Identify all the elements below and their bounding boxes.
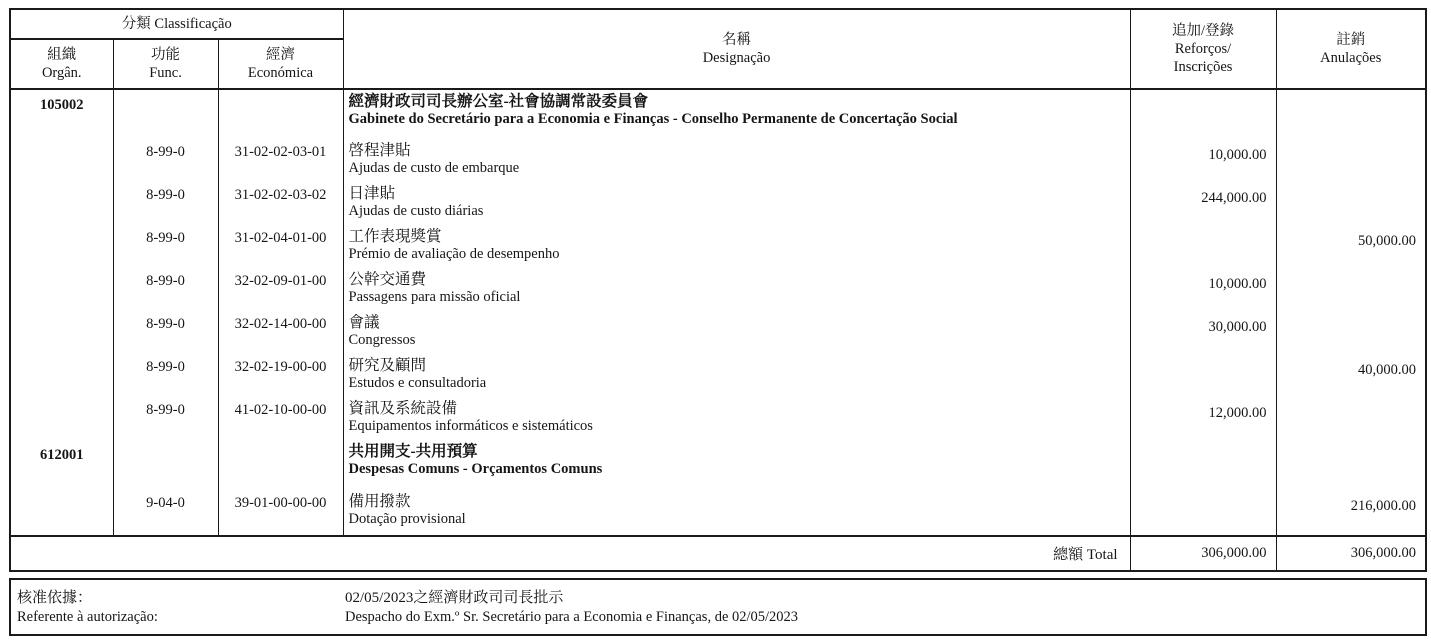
org-code-cell xyxy=(10,354,113,397)
designation-pt: Ajudas de custo de embarque xyxy=(348,160,520,176)
designation-zh: 公幹交通費 xyxy=(348,271,427,288)
designation-zh: 備用撥款 xyxy=(348,493,411,510)
func-code-cell: 8-99-0 xyxy=(113,268,218,311)
func-code-cell: 8-99-0 xyxy=(113,225,218,268)
table-row-group-105002 xyxy=(10,89,1426,139)
anulacoes-amount-cell xyxy=(1276,268,1426,311)
anulacoes-header-pt: Anulações xyxy=(1320,50,1382,66)
func-code-cell xyxy=(113,440,218,490)
org-header-pt: Orgân. xyxy=(41,65,82,81)
reforcos-amount-cell: 10,000.00 xyxy=(1130,139,1276,182)
total-row xyxy=(10,536,1426,571)
designation-pt: Congressos xyxy=(348,332,416,348)
anulacoes-amount-cell: 50,000.00 xyxy=(1276,225,1426,268)
designation-pt: Estudos e consultadoria xyxy=(348,375,487,391)
func-code-cell: 8-99-0 xyxy=(113,139,218,182)
authorization-content xyxy=(345,580,798,634)
econ-code-cell: 32-02-09-01-00 xyxy=(218,268,343,311)
func-header-zh: 功能 xyxy=(151,46,180,63)
designation-pt: Despesas Comuns - Orçamentos Comuns xyxy=(348,461,603,477)
reforcos-amount-cell: 10,000.00 xyxy=(1130,268,1276,311)
econ-code-cell xyxy=(218,89,343,139)
designation-pt: Prémio de avaliação de desempenho xyxy=(348,246,560,262)
org-code-cell: 612001 xyxy=(40,447,84,463)
reforcos-header-zh: 追加/登錄 xyxy=(1172,22,1235,39)
org-code-cell xyxy=(10,139,113,182)
reforcos-amount-cell xyxy=(1130,490,1276,536)
authorization-label-pt: Referente à autorização: xyxy=(17,609,158,625)
anulacoes-header xyxy=(1276,9,1426,89)
authorization-label-zh: 核准依據： xyxy=(17,590,93,606)
table-row xyxy=(10,490,1426,536)
anulacoes-amount-cell xyxy=(1276,397,1426,440)
func-code-cell: 8-99-0 xyxy=(113,397,218,440)
designation-zh: 經濟財政司司長辦公室-社會協調常設委員會 xyxy=(348,93,649,110)
designation-pt: Equipamentos informáticos e sistemáticos xyxy=(348,418,593,434)
designation-cell xyxy=(343,490,1130,536)
designation-cell xyxy=(343,225,1130,268)
anulacoes-amount-cell xyxy=(1276,182,1426,225)
org-code-cell xyxy=(10,311,113,354)
designation-cell xyxy=(343,440,1130,490)
org-header-zh: 組織 xyxy=(47,46,77,63)
org-code-cell xyxy=(10,225,113,268)
econ-code-cell xyxy=(218,440,343,490)
func-code-cell: 8-99-0 xyxy=(113,311,218,354)
designation-zh: 資訊及系統設備 xyxy=(348,400,458,417)
func-code-cell: 9-04-0 xyxy=(113,490,218,536)
designation-pt: Dotação provisional xyxy=(348,511,466,527)
anulacoes-amount-cell xyxy=(1276,139,1426,182)
econ-header-pt: Económica xyxy=(247,65,314,81)
budget-table xyxy=(9,8,1427,572)
table-row xyxy=(10,182,1426,225)
authorization-footer xyxy=(9,578,1427,636)
designation-pt: Passagens para missão oficial xyxy=(348,289,521,305)
designation-cell xyxy=(343,354,1130,397)
reforcos-amount-cell: 30,000.00 xyxy=(1130,311,1276,354)
reforcos-amount-cell xyxy=(1130,225,1276,268)
designation-zh: 研究及顧問 xyxy=(348,357,427,374)
org-code-cell xyxy=(10,490,113,536)
org-column-header xyxy=(10,39,113,89)
designation-zh: 會議 xyxy=(348,314,380,331)
anulacoes-amount-cell xyxy=(1276,440,1426,490)
table-row xyxy=(10,225,1426,268)
designation-cell xyxy=(343,89,1130,139)
func-header-pt: Func. xyxy=(149,65,182,81)
org-code-cell xyxy=(10,268,113,311)
table-row xyxy=(10,354,1426,397)
org-code-cell xyxy=(10,182,113,225)
org-code-cell: 105002 xyxy=(40,97,84,113)
econ-code-cell: 41-02-10-00-00 xyxy=(218,397,343,440)
table-row xyxy=(10,268,1426,311)
classification-header: 分類 Classificação xyxy=(10,9,343,39)
anulacoes-header-zh: 註銷 xyxy=(1336,31,1366,48)
authorization-label xyxy=(11,580,345,634)
total-label: 總額 Total xyxy=(1053,547,1118,563)
econ-code-cell: 31-02-02-03-01 xyxy=(218,139,343,182)
econ-code-cell: 31-02-02-03-02 xyxy=(218,182,343,225)
designation-header-zh: 名稱 xyxy=(722,31,752,48)
econ-code-cell: 32-02-14-00-00 xyxy=(218,311,343,354)
designation-zh: 工作表現獎賞 xyxy=(348,228,442,245)
designation-zh: 啓程津貼 xyxy=(348,142,411,159)
reforcos-amount-cell: 12,000.00 xyxy=(1130,397,1276,440)
authorization-content-pt: Despacho do Exm.º Sr. Secretário para a Economia e Finanças, de 02/05/2023 xyxy=(345,609,799,625)
reforcos-header-pt2: Inscrições xyxy=(1173,59,1233,76)
func-code-cell: 8-99-0 xyxy=(113,354,218,397)
func-code-cell: 8-99-0 xyxy=(113,182,218,225)
total-anulacoes-amount: 306,000.00 xyxy=(1276,536,1426,571)
designation-cell xyxy=(343,311,1130,354)
func-column-header xyxy=(113,39,218,89)
designation-cell xyxy=(343,182,1130,225)
reforcos-amount-cell xyxy=(1130,354,1276,397)
designation-cell xyxy=(343,397,1130,440)
reforcos-header xyxy=(1130,9,1276,89)
econ-code-cell: 32-02-19-00-00 xyxy=(218,354,343,397)
designation-header xyxy=(343,9,1130,89)
designation-zh: 共用開支-共用預算 xyxy=(348,443,478,460)
reforcos-amount-cell xyxy=(1130,440,1276,490)
reforcos-amount-cell xyxy=(1130,89,1276,139)
designation-header-pt: Designação xyxy=(702,50,771,66)
designation-cell xyxy=(343,139,1130,182)
anulacoes-amount-cell: 40,000.00 xyxy=(1276,354,1426,397)
header-row-classification xyxy=(10,9,1426,39)
table-row xyxy=(10,311,1426,354)
anulacoes-amount-cell xyxy=(1276,311,1426,354)
designation-zh: 日津貼 xyxy=(348,185,396,202)
econ-code-cell: 31-02-04-01-00 xyxy=(218,225,343,268)
org-code-cell xyxy=(10,397,113,440)
table-row-group-612001 xyxy=(10,440,1426,490)
designation-pt: Gabinete do Secretário para a Economia e Finanças - Conselho Permanente de Concertação Social xyxy=(348,111,958,127)
anulacoes-amount-cell: 216,000.00 xyxy=(1276,490,1426,536)
func-code-cell xyxy=(113,89,218,139)
total-reforcos-amount: 306,000.00 xyxy=(1130,536,1276,571)
designation-cell xyxy=(343,268,1130,311)
econ-code-cell: 39-01-00-00-00 xyxy=(218,490,343,536)
reforcos-amount-cell: 244,000.00 xyxy=(1130,182,1276,225)
econ-column-header xyxy=(218,39,343,89)
table-row xyxy=(10,139,1426,182)
table-header xyxy=(10,9,1426,89)
designation-pt: Ajudas de custo diárias xyxy=(348,203,484,219)
table-body xyxy=(10,89,1426,571)
table-row xyxy=(10,397,1426,440)
reforcos-header-pt1: Reforços/ xyxy=(1174,40,1232,57)
econ-header-zh: 經濟 xyxy=(266,46,295,63)
authorization-content-zh: 02/05/2023之經濟財政司司長批示 xyxy=(345,590,564,606)
anulacoes-amount-cell xyxy=(1276,89,1426,139)
